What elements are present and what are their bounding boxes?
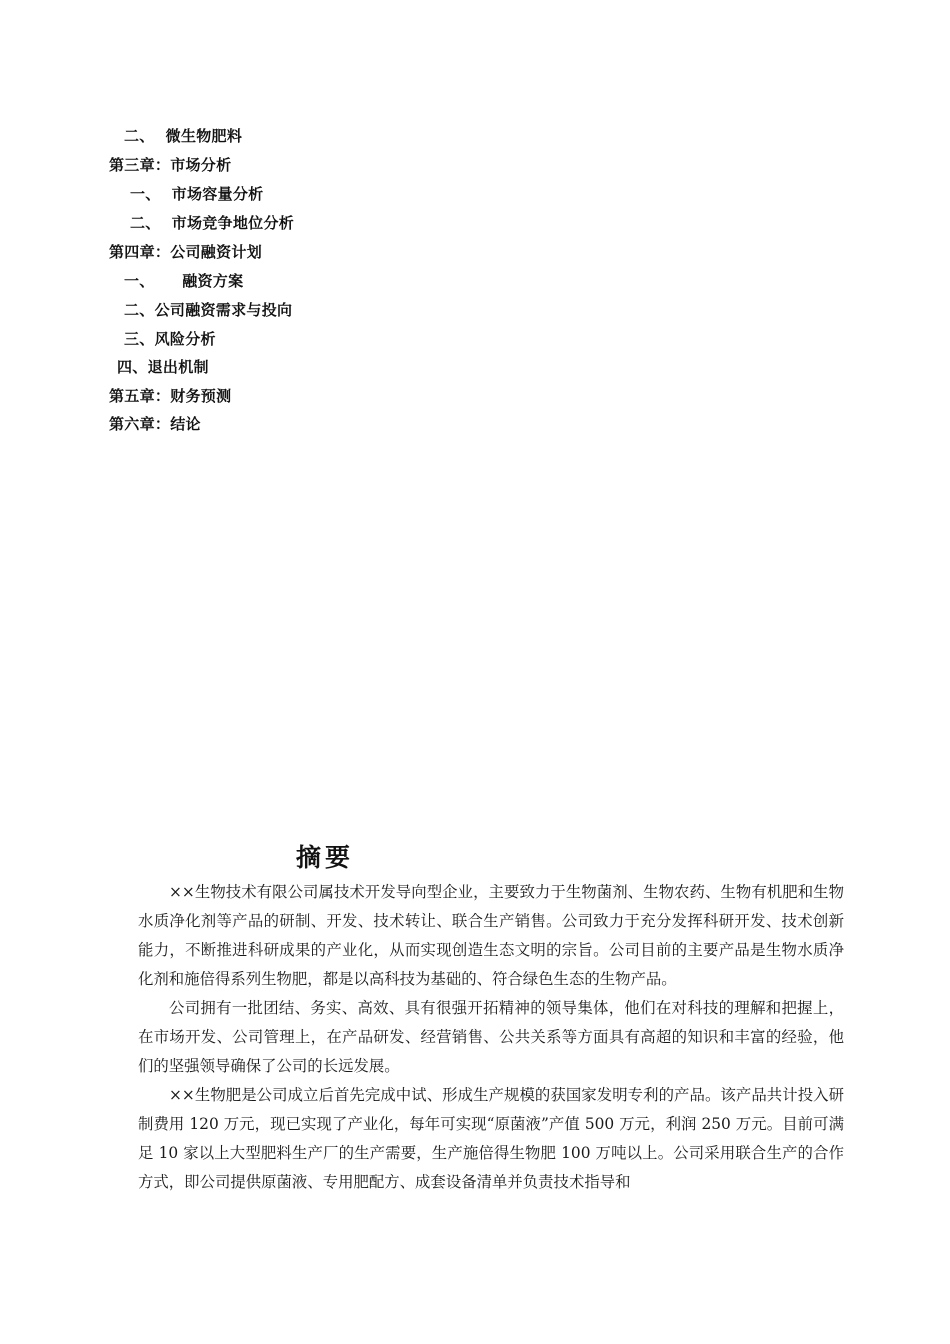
toc-item-chapter-5: 第五章：财务预测 <box>109 387 232 405</box>
toc-item-competitive-position: 二、 市场竞争地位分析 <box>130 214 295 232</box>
toc-item-chapter-4: 第四章：公司融资计划 <box>109 243 263 261</box>
toc-item-risk-analysis: 三、风险分析 <box>124 330 216 348</box>
abstract-body <box>138 878 844 1197</box>
toc-item-exit-mechanism: 四、退出机制 <box>117 358 209 376</box>
abstract-paragraph: ××生物肥是公司成立后首先完成中试、形成生产规模的获国家发明专利的产品。该产品共计投入研制费用 120 万元，现已实现了产业化，每年可实现“原菌液”产值 500 万元，利润 250 万元。目前可满足 10 家以上大型肥料生产厂的生产需要，生产施倍得生物肥 100 万吨以上。公司采用联合生产的合作方式，即公司提供原菌液、专用肥配方、成套设备清单并负责技术指导和 <box>138 1086 844 1191</box>
toc-item-financing-plan: 一、 融资方案 <box>124 272 244 290</box>
toc-item-chapter-6: 第六章：结论 <box>109 415 201 433</box>
toc-item-financing-needs: 二、公司融资需求与投向 <box>124 301 293 319</box>
toc-item-market-capacity: 一、 市场容量分析 <box>130 185 264 203</box>
toc-item-micro-fertilizer: 二、 微生物肥料 <box>124 127 243 145</box>
toc-item-chapter-3: 第三章：市场分析 <box>109 156 232 174</box>
abstract-title: 摘要 <box>296 843 355 872</box>
abstract-paragraph: 公司拥有一批团结、务实、高效、具有很强开拓精神的领导集体，他们在对科技的理解和把握上，在市场开发、公司管理上，在产品研发、经营销售、公共关系等方面具有高超的知识和丰富的经验，他们的坚强领导确保了公司的长远发展。 <box>138 999 844 1075</box>
abstract-paragraph: ××生物技术有限公司属技术开发导向型企业，主要致力于生物菌剂、生物农药、生物有机肥和生物水质净化剂等产品的研制、开发、技术转让、联合生产销售。公司致力于充分发挥科研开发、技术创新能力，不断推进科研成果的产业化，从而实现创造生态文明的宗旨。公司目前的主要产品是生物水质净化剂和施倍得系列生物肥，都是以高科技为基础的、符合绿色生态的生物产品。 <box>138 883 844 988</box>
